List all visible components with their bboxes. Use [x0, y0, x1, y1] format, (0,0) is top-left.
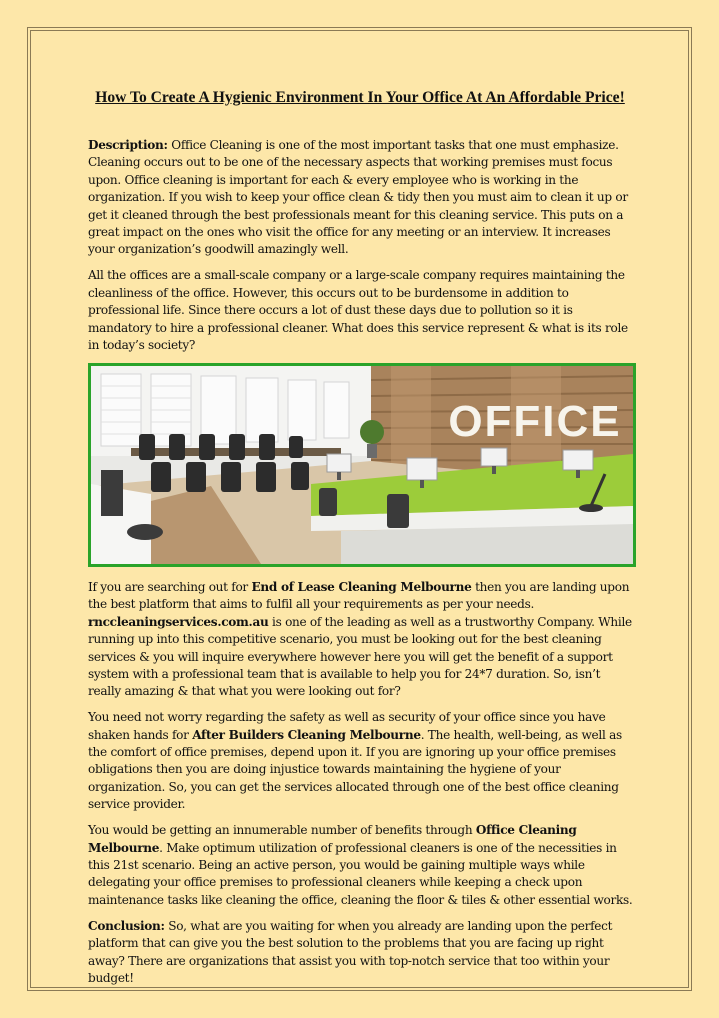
paragraph-end-of-lease-text-3: is one of the leading as well as a trustworthy Company. While running up into this competitive scenario, you must be looking out for the best cleaning services & you will inquire everywhere however here you will get the benefit of a support system with a professional team that is available to help you for 24*7 duration. So, isn’t really amazing & that what you were looking out for? — [88, 614, 632, 699]
end-of-lease-link: End of Lease Cleaning Melbourne — [251, 579, 472, 594]
paragraph-end-of-lease-text-2: then you are landing upon the best platform that aims to fulfil all your requirements as per your needs. — [88, 579, 630, 612]
office-cleaning-link: Office Cleaning Melbourne — [88, 823, 577, 855]
description-paragraph — [88, 137, 636, 259]
paragraph-office-cleaning-text-1: You would be getting an innumerable number of benefits through — [88, 823, 476, 838]
paragraph-offices: All the offices are a small-scale company or a large-scale company requires maintaining the cleanliness of the office. However, this occurs out to be burdensome in addition to professional life. Since there occurs a lot of dust these days due to pollution so it is mandatory to hire a professional cleaner. What does this service represent & what is its role in today’s society? — [88, 268, 628, 352]
office-photo — [88, 363, 636, 567]
paragraph-after-builders — [88, 709, 636, 813]
office-sign: OFFICE — [448, 396, 622, 446]
description-label: Description: — [88, 138, 168, 152]
website-name: rnccleaningservices.com.au — [88, 614, 269, 629]
article-body — [88, 137, 636, 996]
paragraph-end-of-lease — [88, 579, 636, 701]
office-illustration — [91, 366, 633, 564]
after-builders-link: After Builders Cleaning Melbourne — [192, 727, 421, 742]
paragraph-office-cleaning — [88, 822, 636, 909]
conclusion-text: So, what are you waiting for when you already are landing upon the perfect platform that can give you the best solution to the problems that you are facing up right away? There are organizations that assist you with top-notch service that too within your budget! — [88, 918, 613, 985]
page-title: How To Create A Hygienic Environment In Your Office At An Affordable Price! — [95, 89, 625, 106]
conclusion-label: Conclusion: — [88, 918, 165, 933]
paragraph-after-builders-text-2: . The health, well-being, as well as the comfort of office premises, depend upon it. If you are ignoring up your office premises obligations then you are doing injustice towards maintaining the hygiene of your organization. So, you can get the services allocated through one of the best office cleaning service provider. — [88, 727, 622, 812]
conclusion-paragraph — [88, 918, 636, 988]
paragraph-after-builders-text-1: You need not worry regarding the safety as well as security of your office since you have shaken hands for — [88, 710, 606, 742]
description-text: Office Cleaning is one of the most important tasks that one must emphasize. Cleaning occurs out to be one of the necessary aspects that working premises must focus upon. Office cleaning is important for each & every employee who is working in the organization. If you wish to keep your office clean & tidy then you must aim to clean it up or get it cleaned through the best professionals meant for this cleaning service. This puts on a great impact on the ones who visit the office for any meeting or an interview. It increases your organization’s goodwill amazingly well. — [88, 138, 628, 257]
paragraph-end-of-lease-text-1: If you are searching out for — [88, 579, 252, 594]
paragraph-office-cleaning-text-2: . Make optimum utilization of professional cleaners is one of the necessities in this 21st scenario. Being an active person, you would be gaining multiple ways while delegating your office premises to professional cleaners while keeping a check upon maintenance tasks like cleaning the office, cleaning the floor & tiles & other essential works. — [88, 840, 633, 907]
